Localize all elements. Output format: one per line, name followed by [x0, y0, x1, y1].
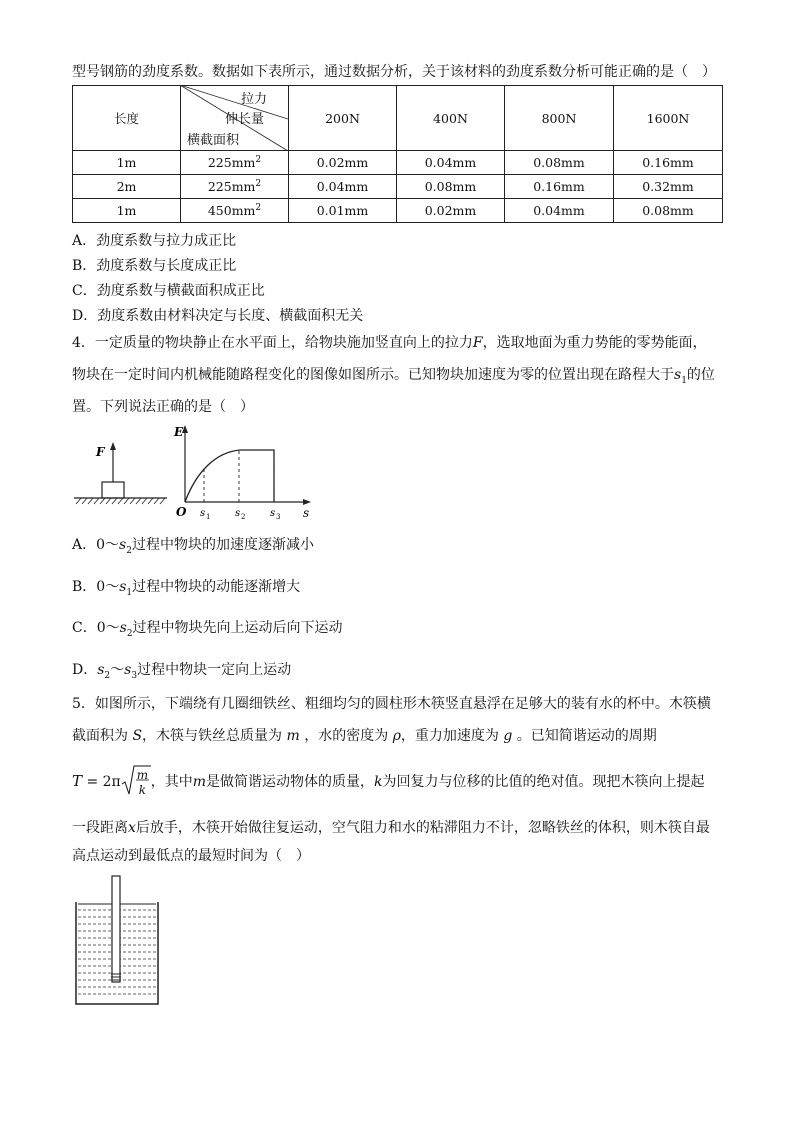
svg-text:O: O — [176, 505, 187, 519]
cell-extension: 0.16mm — [505, 175, 614, 199]
table-row — [73, 199, 723, 223]
cell-area: $225mm^2$ — [181, 151, 289, 175]
cell-extension: 0.02mm — [289, 151, 397, 175]
header-diagonal-lines — [180, 85, 288, 151]
table-row — [73, 175, 723, 199]
cell-extension: 0.08mm — [614, 199, 723, 223]
svg-text:s: s — [303, 506, 310, 520]
q3-option-d[interactable]: D．劲度系数由材料决定与长度、横截面积无关 — [72, 308, 364, 324]
cell-extension: 0.04mm — [505, 199, 614, 223]
header-extension-label: 伸长量 — [225, 112, 265, 127]
q4-option-d[interactable]: D．$s_2\sim s_3$过程中物块一定向上运动 — [72, 662, 292, 681]
cell-extension: 0.01mm — [289, 199, 397, 223]
cell-length: 2m — [73, 175, 181, 199]
svg-text:s: s — [235, 508, 241, 519]
q5-line5: 高点运动到最低点的最短时间为（ ） — [72, 848, 310, 864]
cell-extension: 0.32mm — [614, 175, 723, 199]
cell-area: $225mm^2$ — [181, 175, 289, 199]
svg-text:s: s — [200, 508, 206, 519]
question3-intro: 型号钢筋的劲度系数。数据如下表所示，通过数据分析，关于该材料的劲度系数分析可能正确的是（ ） — [72, 64, 716, 80]
cell-length: 1m — [73, 151, 181, 175]
cell-extension: 0.04mm — [397, 151, 505, 175]
q3-option-b[interactable]: B．劲度系数与长度成正比 — [72, 258, 237, 274]
svg-text:F: F — [96, 445, 105, 459]
header-force-label: 拉力 — [241, 92, 268, 107]
table-row — [73, 151, 723, 175]
table-header-row — [73, 86, 723, 151]
svg-text:1: 1 — [206, 513, 211, 521]
q5-line1: 5．如图所示，下端绕有几圈细铁丝、粗细均匀的圆柱形木筷竖直悬浮在足够大的装有水的杯中。木筷横 — [72, 696, 711, 712]
sqrt-formula: m k — [121, 768, 151, 798]
cell-extension: 0.08mm — [505, 151, 614, 175]
period-eq: = 2π — [86, 774, 121, 790]
svg-text:3: 3 — [276, 513, 281, 521]
cell-extension: 0.16mm — [614, 151, 723, 175]
q4-option-c[interactable]: C．$0\sim s_2$过程中物块先向上运动后向下运动 — [72, 620, 343, 639]
svg-text:E: E — [174, 425, 184, 439]
svg-text:s: s — [270, 508, 276, 519]
header-length: 长度 — [73, 86, 181, 151]
q3-option-c[interactable]: C．劲度系数与横截面积成正比 — [72, 283, 265, 299]
q5-line4: 一段距离x后放手，木筷开始做往复运动，空气阻力和水的粘滞阻力不计，忽略铁丝的体积，则木筷自最 — [72, 820, 710, 836]
period-symbol: T — [72, 772, 83, 790]
header-force: 800N — [505, 86, 614, 151]
q3-option-a[interactable]: A．劲度系数与拉力成正比 — [72, 233, 237, 249]
stiffness-table — [72, 85, 723, 223]
cell-extension: 0.02mm — [397, 199, 505, 223]
header-force: 200N — [289, 86, 397, 151]
svg-text:2: 2 — [241, 513, 246, 521]
header-force: 1600N — [614, 86, 723, 151]
q4-option-b[interactable]: B．$0\sim s_1$过程中物块的动能逐渐增大 — [72, 579, 301, 598]
q5-cup-figure — [72, 870, 167, 1010]
cell-extension: 0.08mm — [397, 175, 505, 199]
header-area-label: 横截面积 — [187, 133, 240, 148]
q4-line3: 置。下列说法正确的是（ ） — [72, 399, 254, 415]
q5-line2: 截面积为 S，木筷与铁丝总质量为 m ，水的密度为 ρ，重力加速度为 g 。已知简谐运动的周期 — [72, 728, 657, 744]
cell-length: 1m — [73, 199, 181, 223]
q4-figure — [72, 420, 317, 525]
q4-option-a[interactable]: A．$0\sim s_2$过程中物块的加速度逐渐减小 — [72, 537, 314, 556]
cell-area: $450mm^2$ — [181, 199, 289, 223]
header-force: 400N — [397, 86, 505, 151]
q4-line2: 物块在一定时间内机械能随路程变化的图像如图所示。已知物块加速度为零的位置出现在路程大于$s_1$的位 — [72, 367, 715, 386]
q5-line3: T = 2π m k ，其中m是做简谐运动物体的质量，k为回复力与位移的比值的绝对值。现把木筷向上提起 — [72, 768, 705, 804]
q4-line1: 4．一定质量的物块静止在水平面上，给物块施加竖直向上的拉力F，选取地面为重力势能的零势能面， — [72, 335, 707, 351]
cell-extension: 0.04mm — [289, 175, 397, 199]
